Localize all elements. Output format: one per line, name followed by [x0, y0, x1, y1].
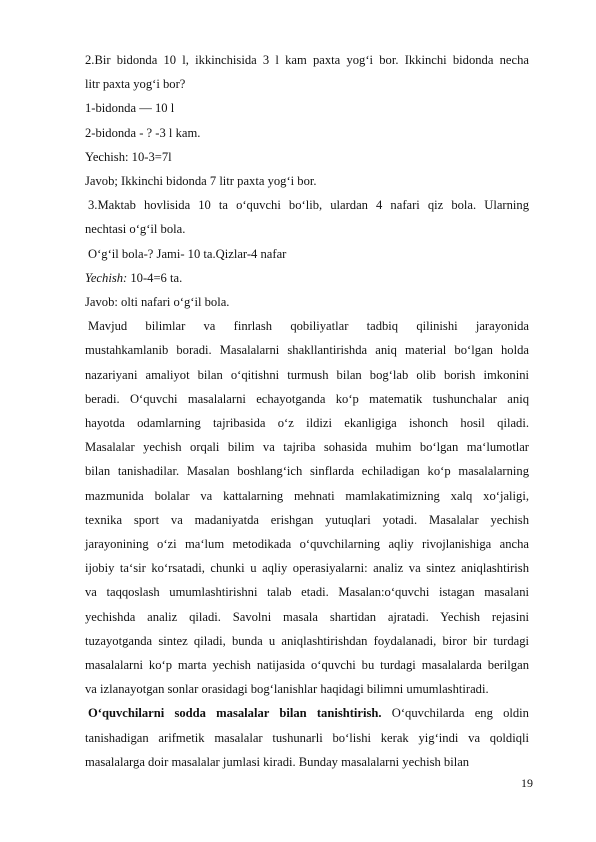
paragraph-1-line: hayotda odamlarning tajribasida o‘z ildizi ekanligiga ishonch hosil qiladi. — [85, 416, 529, 431]
paragraph-1-line: jarayonining o‘zi ma‘lum metodikada o‘quvchilarning aqliy rivojlanishiga ancha — [85, 537, 529, 552]
paragraph-2-first-line — [85, 701, 529, 725]
section-heading: O‘quvchilarni sodda masalalar bilan tanishtirish. — [88, 706, 382, 721]
problem-3-text-line-2: nechtasi o‘g‘il bola. — [85, 222, 186, 237]
problem-2-given-2: 2-bidonda - ? -3 l kam. — [85, 125, 201, 140]
paragraph-1-line: masalalarni ko‘p marta yechish natijasida o‘quvchi bu turdagi masalalarda berilgan — [85, 658, 529, 673]
paragraph-1-line: nazariyani amaliyot bilan o‘qitishni turmush bilan bog‘lab olib borish imkonini — [85, 367, 529, 382]
paragraph-1-line: mazmunida bolalar va kattalarning mehnati mamlakatimizning xalq xo‘jaligi, — [85, 488, 529, 503]
problem-3-solution — [85, 266, 529, 290]
problem-2-solution: Yechish: 10-3=7l — [85, 149, 172, 164]
page-number: 19 — [521, 776, 533, 790]
heading-continuation: O‘quvchilarda eng oldin — [381, 706, 529, 721]
problem-2-answer: Javob; Ikkinchi bidonda 7 litr paxta yog‘i bor. — [85, 174, 317, 189]
problem-3-answer: Javob: olti nafari o‘g‘il bola. — [85, 295, 230, 310]
problem-2-text-line-1: 2.Bir bidonda 10 l, ikkinchisida 3 l kam paxta yog‘i bor. Ikkinchi bidonda necha — [85, 53, 529, 67]
solution-value: 10-4=6 ta. — [127, 270, 183, 285]
paragraph-2-line: tanishadigan arifmetik masalalar tushunarli bo‘lishi kerak yig‘indi va qoldiqli — [85, 730, 529, 745]
document-page — [85, 48, 529, 774]
paragraph-1-line: beradi. O‘quvchi masalalarni echayotganda ko‘p matematik tushunchalar aniq — [85, 391, 529, 406]
paragraph-1-line: texnika sport va madaniyatda erishgan yutuqlari yotadi. Masalalar yechish — [85, 512, 529, 527]
paragraph-1-line: va taqqoslash umumlashtirishni talab etadi. Masalan:o‘quvchi istagan masalani — [85, 585, 529, 600]
problem-3-given: O‘g‘il bola-? Jami- 10 ta.Qizlar-4 nafar — [88, 246, 287, 261]
problem-3-text-line-1: 3.Maktab hovlisida 10 ta o‘quvchi bo‘lib, ulardan 4 nafari qiz bola. Ularning — [88, 198, 529, 213]
paragraph-2-line: masalalarga doir masalalar jumlasi kiradi. Bunday masalalarni yechish bilan — [85, 754, 470, 769]
paragraph-1-line: va izlanayotgan sonlar orasidagi bog‘lanishlar haqidagi bilimni umumlashtiradi. — [85, 682, 489, 697]
paragraph-1-line: ijobiy ta‘sir ko‘rsatadi, chunki u aqliy operasiyalarni: analiz va sintez aniqlashtirish — [85, 561, 529, 576]
problem-2-text-line-2: litr paxta yog‘i bor? — [85, 77, 186, 92]
paragraph-1-line: tuzayotganda sintez qiladi, bunda u aniqlashtirishdan foydalanadi, biror bir turdagi — [85, 633, 529, 648]
paragraph-1-line: yechishda analiz qiladi. Savolni masala shartidan ajratadi. Yechish rejasini — [85, 609, 529, 624]
paragraph-1-line: Masalalar yechish orqali bilim va tajriba sohasida muhim bo‘lgan ma‘lumotlar — [85, 440, 529, 455]
paragraph-1-line: Mavjud bilimlar va finrlash qobiliyatlar tadbiq qilinishi jarayonida — [88, 319, 529, 334]
paragraph-1-line: bilan tanishadilar. Masalan boshlang‘ich sinflarda echiladigan ko‘p masalalarning — [85, 464, 529, 479]
paragraph-1-line: mustahkamlanib boradi. Masalalarni shakllantirishda aniq material bo‘lgan holda — [85, 343, 529, 358]
solution-label: Yechish: — [85, 270, 128, 285]
problem-2-given-1: 1-bidonda — 10 l — [85, 101, 175, 116]
